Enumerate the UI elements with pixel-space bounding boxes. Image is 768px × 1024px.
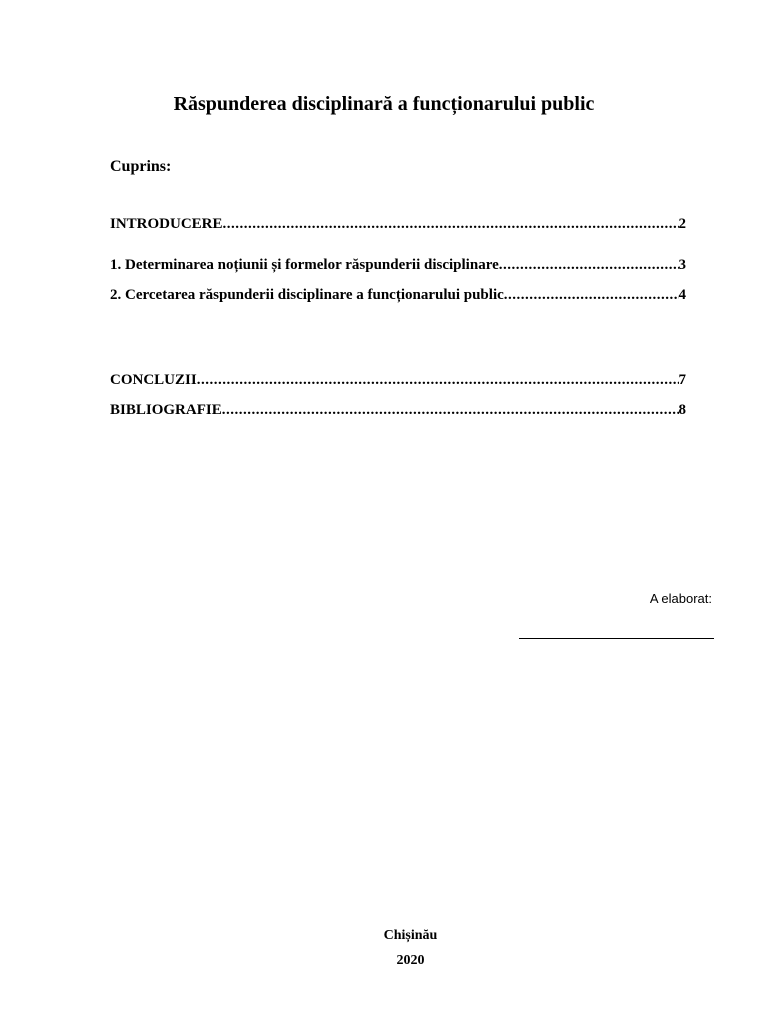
toc-entry-chapter-1[interactable]	[110, 255, 686, 275]
toc-entry-page-number: 8	[678, 402, 686, 418]
toc-entry-label: 1. Determinarea noțiunii și formelor răspunderii disciplinare	[110, 257, 499, 273]
toc-leader-dots	[197, 370, 679, 390]
toc-leader-dots	[504, 285, 679, 305]
toc-entry-concluzii[interactable]	[110, 370, 686, 390]
toc-entry-label: CONCLUZII	[110, 372, 197, 388]
toc-entry-label: 2. Cercetarea răspunderii disciplinare a funcționarului public	[110, 287, 504, 303]
toc-entry-page-number: 4	[678, 287, 686, 303]
toc-entry-bibliografie[interactable]	[110, 400, 686, 420]
toc-leader-dots	[223, 214, 679, 234]
toc-heading: Cuprins:	[110, 158, 172, 175]
toc-entry-chapter-2[interactable]	[110, 285, 686, 305]
signature-line	[519, 638, 714, 639]
toc-entry-page-number: 3	[678, 257, 686, 273]
toc-leader-dots	[222, 400, 679, 420]
toc-entry-page-number: 2	[678, 216, 686, 232]
author-label: A elaborat:	[649, 591, 712, 606]
city-name: Chișinău	[383, 928, 438, 943]
toc-entry-page-number: 7	[678, 372, 686, 388]
document-title: Răspunderea disciplinară a funcționarului public	[173, 93, 595, 115]
toc-entry-introducere[interactable]	[110, 214, 686, 234]
toc-leader-dots	[499, 255, 679, 275]
document-year: 2020	[396, 953, 425, 968]
toc-entry-label: BIBLIOGRAFIE	[110, 402, 222, 418]
toc-entry-label: INTRODUCERE	[110, 216, 223, 232]
